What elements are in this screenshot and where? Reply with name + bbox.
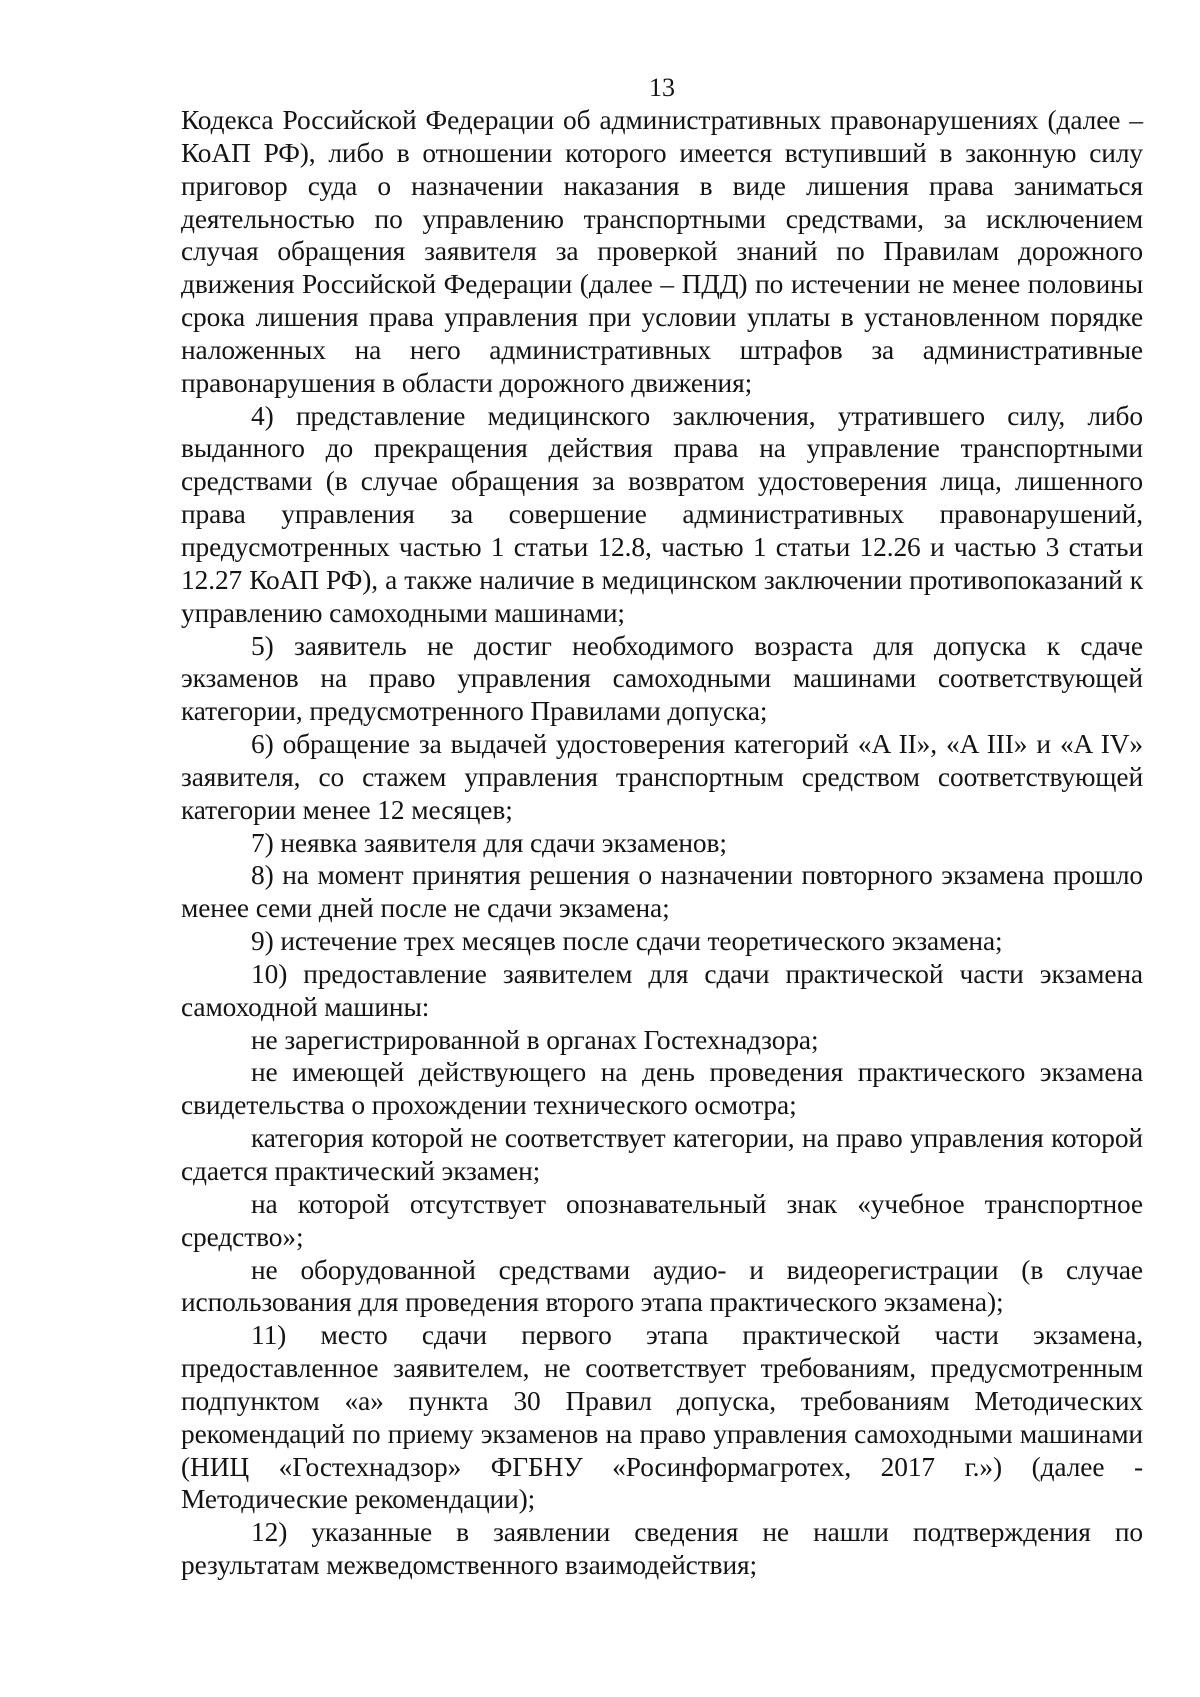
paragraph-subitem-no-sign: на которой отсутствует опознавательный знак «учебное транспортное средство»;: [181, 1188, 1143, 1252]
page-number: 13: [649, 73, 675, 102]
paragraph-subitem-no-recording: не оборудованной средствами аудио- и видеорегистрации (в случае использования для проведения второго этапа практического экзамена);: [181, 1254, 1143, 1318]
paragraph-item-7: 7) неявка заявителя для сдачи экзаменов;: [251, 827, 727, 858]
paragraph-item-11: 11) место сдачи первого этапа практической части экзамена, предоставленное заявителем, не соответствует требованиям, предусмотренным подпунктом «а» пункта 30 Правил допуска, требованиям Методических рекомендаций по приему экзаменов на право управления самоходными машинами (НИЦ «Гостехнадзор» ФГБНУ «Росинформагротех, 2017 г.») (далее - Методические рекомендации);: [181, 1320, 1143, 1515]
paragraph-subitem-category-mismatch: категория которой не соответствует категории, на право управления которой сдается практический экзамен;: [181, 1123, 1143, 1186]
paragraph-subitem-no-inspection: не имеющей действующего на день проведения практического экзамена свидетельства о прохождении технического осмотра;: [181, 1057, 1143, 1121]
paragraph-item-10: 10) предоставление заявителем для сдачи практической части экзамена самоходной машины:: [181, 958, 1143, 1022]
paragraph-item-12: 12) указанные в заявлении сведения не нашли подтверждения по результатам межведомственного взаимодействия;: [181, 1517, 1143, 1581]
paragraph-item-9: 9) истечение трех месяцев после сдачи теоретического экзамена;: [251, 926, 1003, 957]
paragraph-item-6: 6) обращение за выдачей удостоверения категорий «A II», «A III» и «A IV» заявителя, со стажем управления транспортным средством соответствующей категории менее 12 месяцев;: [181, 729, 1143, 825]
paragraph-item-5: 5) заявитель не достиг необходимого возраста для допуска к сдаче экзаменов на право управления самоходными машинами соответствующей категории, предусмотренного Правилами допуска;: [181, 630, 1143, 727]
paragraph-continuation: Кодекса Российской Федерации об административных правонарушениях (далее – КоАП РФ), либо в отношении которого имеется вступивший в законную силу приговор суда о назначении наказания в виде лишения права заниматься деятельностью по управлению транспортными средствами, за исключением случая обращения заявителя за проверкой знаний по Правилам дорожного движения Российской Федерации (далее – ПДД) по истечении не менее половины срока лишения права управления при условии уплаты в установленном порядке наложенных на него административных штрафов за административные правонарушения в области дорожного движения;: [181, 105, 1143, 398]
document-body: [181, 104, 1143, 1582]
paragraph-item-4: 4) представление медицинского заключения, утратившего силу, либо выданного до прекращения действия права на управление транспортными средствами (в случае обращения за возвратом удостоверения лица, лишенного права управления за совершение административных правонарушений, предусмотренных частью 1 статьи 12.8, частью 1 статьи 12.26 и частью 3 статьи 12.27 КоАП РФ), а также наличие в медицинском заключении противопоказаний к управлению самоходными машинами;: [181, 400, 1143, 628]
paragraph-subitem-not-registered: не зарегистрированной в органах Гостехнадзора;: [251, 1024, 819, 1055]
paragraph-item-8: 8) на момент принятия решения о назначении повторного экзамена прошло менее семи дней после не сдачи экзамена;: [181, 860, 1143, 924]
